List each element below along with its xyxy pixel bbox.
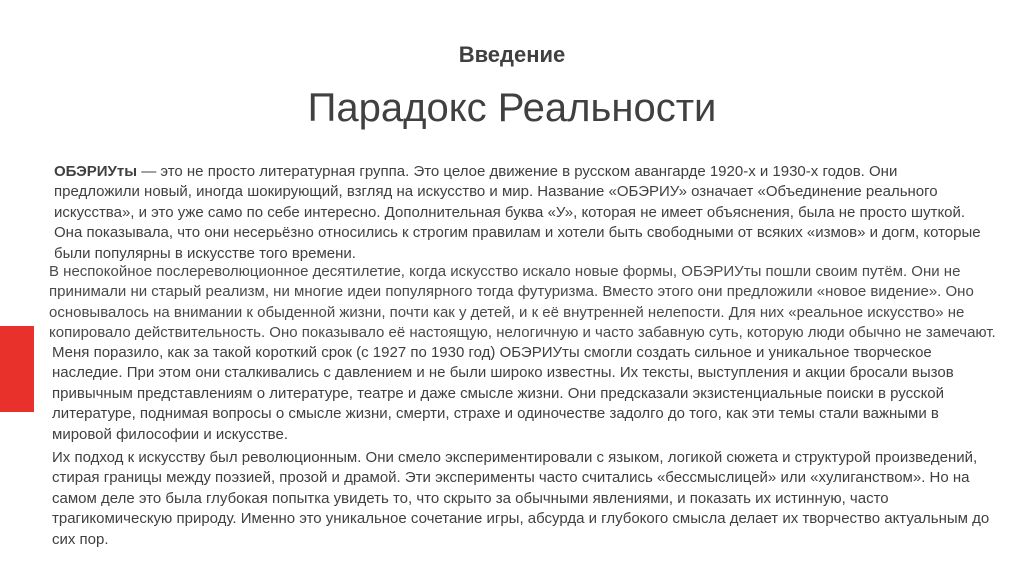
paragraph-approach: Их подход к искусству был революционным. Они смело экспериментировали с языком, логикой сюжета и структурой произведений, стирая границы между поэзией, прозой и драмой. Эти эксперименты часто считались «бессмыслицей» или «хулиганством». Но на самом деле это была глубокая попытка увидеть то, что скрыто за обычными явлениями, и показать их истинную, часто трагикомическую природу. Именно это уникальное сочетание игры, абсурда и глубокого смысла делает их творчество актуальным до сих пор. [52, 449, 990, 548]
slide-subtitle: Введение [458, 42, 566, 67]
paragraph-text: — это не просто литературная группа. Это целое движение в русском авангарде 1920-х и 1930-х годов. Они предложили новый, иногда шокирующий, взгляд на искусство и мир. Название «ОБЭРИУ» означает «Объединение реального искусства», и это уже само по себе интересно. Дополнительная буква «У», которая не имеет объяснения, была не просто шуткой. Она показывала, что они несерьёзно относились к строгим правилам и хотели быть свободными от всяких «измов» и догм, которые были популярны в искусстве того времени. [54, 163, 981, 262]
paragraph-lead: ОБЭРИУты [54, 163, 138, 180]
paragraph-context: В неспокойное послереволюционное десятилетие, когда искусство искало новые формы, ОБЭРИУты пошли своим путём. Они не принимали ни старый реализм, ни многие идеи популярного тогда футуризма. Вместо этого они предложили «новое видение». Оно основывалось на внимании к обыденной жизни, почти как у детей, и к её внутренней нелепости. Для них «реальное искусство» не копировало действительность. Оно показывало её настоящую, нелогичную и часто забавную суть, которую люди обычно не замечают. [49, 263, 996, 342]
accent-bar [0, 326, 34, 412]
paragraph-legacy: Меня поразило, как за такой короткий срок (с 1927 по 1930 год) ОБЭРИУты смогли создать сильное и уникальное творческое наследие. При этом они сталкивались с давлением и не были широко известны. Их тексты, выступления и акции бросали вызов привычным представлениям о литературе, театре и даже смысле жизни. Они предсказали экзистенциальные поиски в русской литературе, поднимая вопросы о смысле жизни, смерти, страхе и одиночестве задолго до того, как эти темы стали важными в мировой философии и искусстве. [52, 344, 954, 443]
paragraph-intro [54, 162, 984, 264]
slide-title: Парадокс Реальности [307, 86, 717, 130]
